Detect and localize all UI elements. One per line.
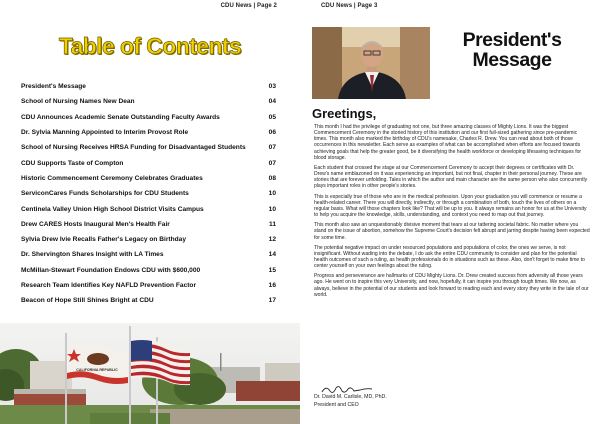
toc-item-title: Research Team Identifies Key NAFLD Prevention Factor (21, 282, 197, 289)
toc-item[interactable] (21, 171, 276, 186)
toc-item-title: Drew CARES Hosts Inaugural Men's Health Fair (21, 220, 170, 228)
toc-item-page: 03 (268, 83, 276, 91)
toc-item-title: Sylvia Drew Ivie Recalls Father's Legacy on Birthday (21, 236, 187, 244)
toc-item[interactable] (21, 186, 276, 201)
signature-title: President and CEO (314, 402, 359, 408)
message-paragraph: Progress and perseverance are hallmarks of CDU Mighty Lions. Dr. Drew created success from adversity all those years ago. He went on to inspire this very University, and now, hopefully, it can inspire you through tough times. We now, as always, believe in the potential of our students and look forward to reading each and every story they write in the tale of our world. (314, 273, 589, 298)
toc-item-title: Historic Commencement Ceremony Celebrates Graduates (21, 174, 203, 182)
toc-item-page: 12 (268, 236, 276, 244)
toc-item[interactable] (21, 94, 276, 109)
toc-item-page: 05 (268, 113, 276, 121)
toc-item-page: 06 (268, 129, 276, 137)
toc-item-page: 15 (268, 266, 276, 274)
toc-item-page: 11 (269, 220, 276, 228)
president-photo (312, 27, 430, 99)
page-header: CDU News | Page 2 (220, 3, 277, 9)
toc-item-title: CDU Announces Academic Senate Outstanding Faculty Awards (21, 113, 220, 121)
signature-name: Dr. David M. Carlisle, MD, PhD. (314, 394, 387, 400)
toc-item-page: 14 (268, 251, 276, 259)
page-header: CDU News | Page 3 (321, 3, 378, 9)
toc-item-page: 17 (268, 297, 276, 305)
toc-item[interactable] (21, 79, 276, 94)
toc-item[interactable] (21, 293, 276, 308)
toc-item[interactable] (21, 155, 276, 170)
toc-item-page: 10 (268, 190, 276, 198)
flag-text: CALIFORNIA REPUBLIC (76, 368, 118, 372)
toc-item[interactable] (21, 140, 276, 155)
toc-item-page: 16 (268, 282, 276, 289)
toc-item-title: McMillan-Stewart Foundation Endows CDU with $600,000 (21, 266, 201, 274)
toc-item-title: Dr. Sylvia Manning Appointed to Interim Provost Role (21, 129, 189, 137)
toc-item-title: School of Nursing Names New Dean (21, 98, 135, 106)
title-line-2: Message (472, 49, 552, 71)
message-body (314, 124, 590, 302)
toc-item[interactable] (21, 263, 276, 278)
toc-item[interactable] (21, 201, 276, 216)
campus-flags-photo (0, 323, 300, 424)
toc-item[interactable] (21, 232, 276, 247)
toc-item-title: Beacon of Hope Still Shines Bright at CDU (21, 297, 154, 305)
message-paragraph: This is especially true of those who are in the medical profession. Upon your graduation you will commence or resume a health-related career. There you will directly, indirectly, or through a combination of both, touch the lives of others on a regular basis. What will those chapters look like? That will be up to you. It always remains an honor for us at the University to help you acquire the knowledge, skills, understanding, and context you need to map out that journey. (314, 193, 587, 219)
right-page (300, 0, 600, 424)
title-line-1: President's (462, 29, 562, 51)
toc-item[interactable] (21, 247, 276, 262)
toc-item[interactable] (21, 125, 276, 140)
toc-item-title: ServiconCares Funds Scholarships for CDU Students (21, 190, 189, 198)
toc-item-page: 08 (268, 174, 276, 182)
message-paragraph: The potential negative impact on under resourced populations and populations of color, the ones we serve, is not insignificant. Without wading into the debate, I do ask the entire CDU community to consider and plan for the potential health outcomes of such a ruling, as health professionals do in situations such as these. Also, don't forget to make time to center yourself on your own feelings about the ruling. (314, 244, 585, 270)
toc-item-page: 07 (268, 144, 276, 152)
president-portrait (312, 27, 430, 99)
toc-title: Table of Contents (58, 33, 242, 59)
toc-item[interactable] (21, 278, 276, 293)
toc-item-title: Centinela Valley Union High School District Visits Campus (21, 205, 204, 213)
toc-item-page: 04 (268, 98, 276, 106)
toc-item-title: President's Message (21, 83, 86, 91)
message-paragraph: Each student that crossed the stage at our Commencement Ceremony to accept their degrees or certificates with Dr. Drew's name emblazoned on it was experiencing an important, but not final, chapter in their personal journey. These are stories that are forever unfolding. Tales in which the author and main character are the same person who also concurrently plays important roles in other people's stories. (314, 164, 588, 190)
campus-flags-image (0, 323, 300, 424)
greeting: Greetings, (312, 106, 377, 121)
toc-item-title: School of Nursing Receives HRSA Funding for Disadvantaged Students (21, 144, 246, 152)
toc-item-page: 07 (268, 159, 276, 167)
toc-item-page: 10 (268, 205, 276, 213)
presidents-message-title (437, 30, 587, 70)
toc-item[interactable] (21, 110, 276, 125)
toc-item-title: CDU Supports Taste of Compton (21, 159, 124, 167)
toc-list (21, 79, 276, 308)
toc-item-title: Dr. Shervington Shares Insight with LA Times (21, 251, 164, 259)
toc-item[interactable] (21, 217, 276, 232)
message-paragraph: This month I had the privilege of graduating not one, but three amazing classes of Mighty Lions. It was the biggest Commencement Ceremony in the storied history of this institution and our first full-sized gathering since pre-pandemic times. This month also marked the birthday of CDU's namesake, Charles R. Drew. You can read about both of those occurrences in this newsletter. Each serve as examples of what can be accomplished when efforts are focused towards achieving goals that help the greater good, be it diversifying the health workforce or developing lifesaving techniques for blood storage. (314, 124, 582, 161)
message-paragraph: This month also saw an unquestionably divisive moment that tears at our tattering societal fabric. No matter where you stand on the issue of abortion, somehow the Supreme Court's decision felt abrupt and jarring despite having been expected for some time. (314, 222, 590, 241)
